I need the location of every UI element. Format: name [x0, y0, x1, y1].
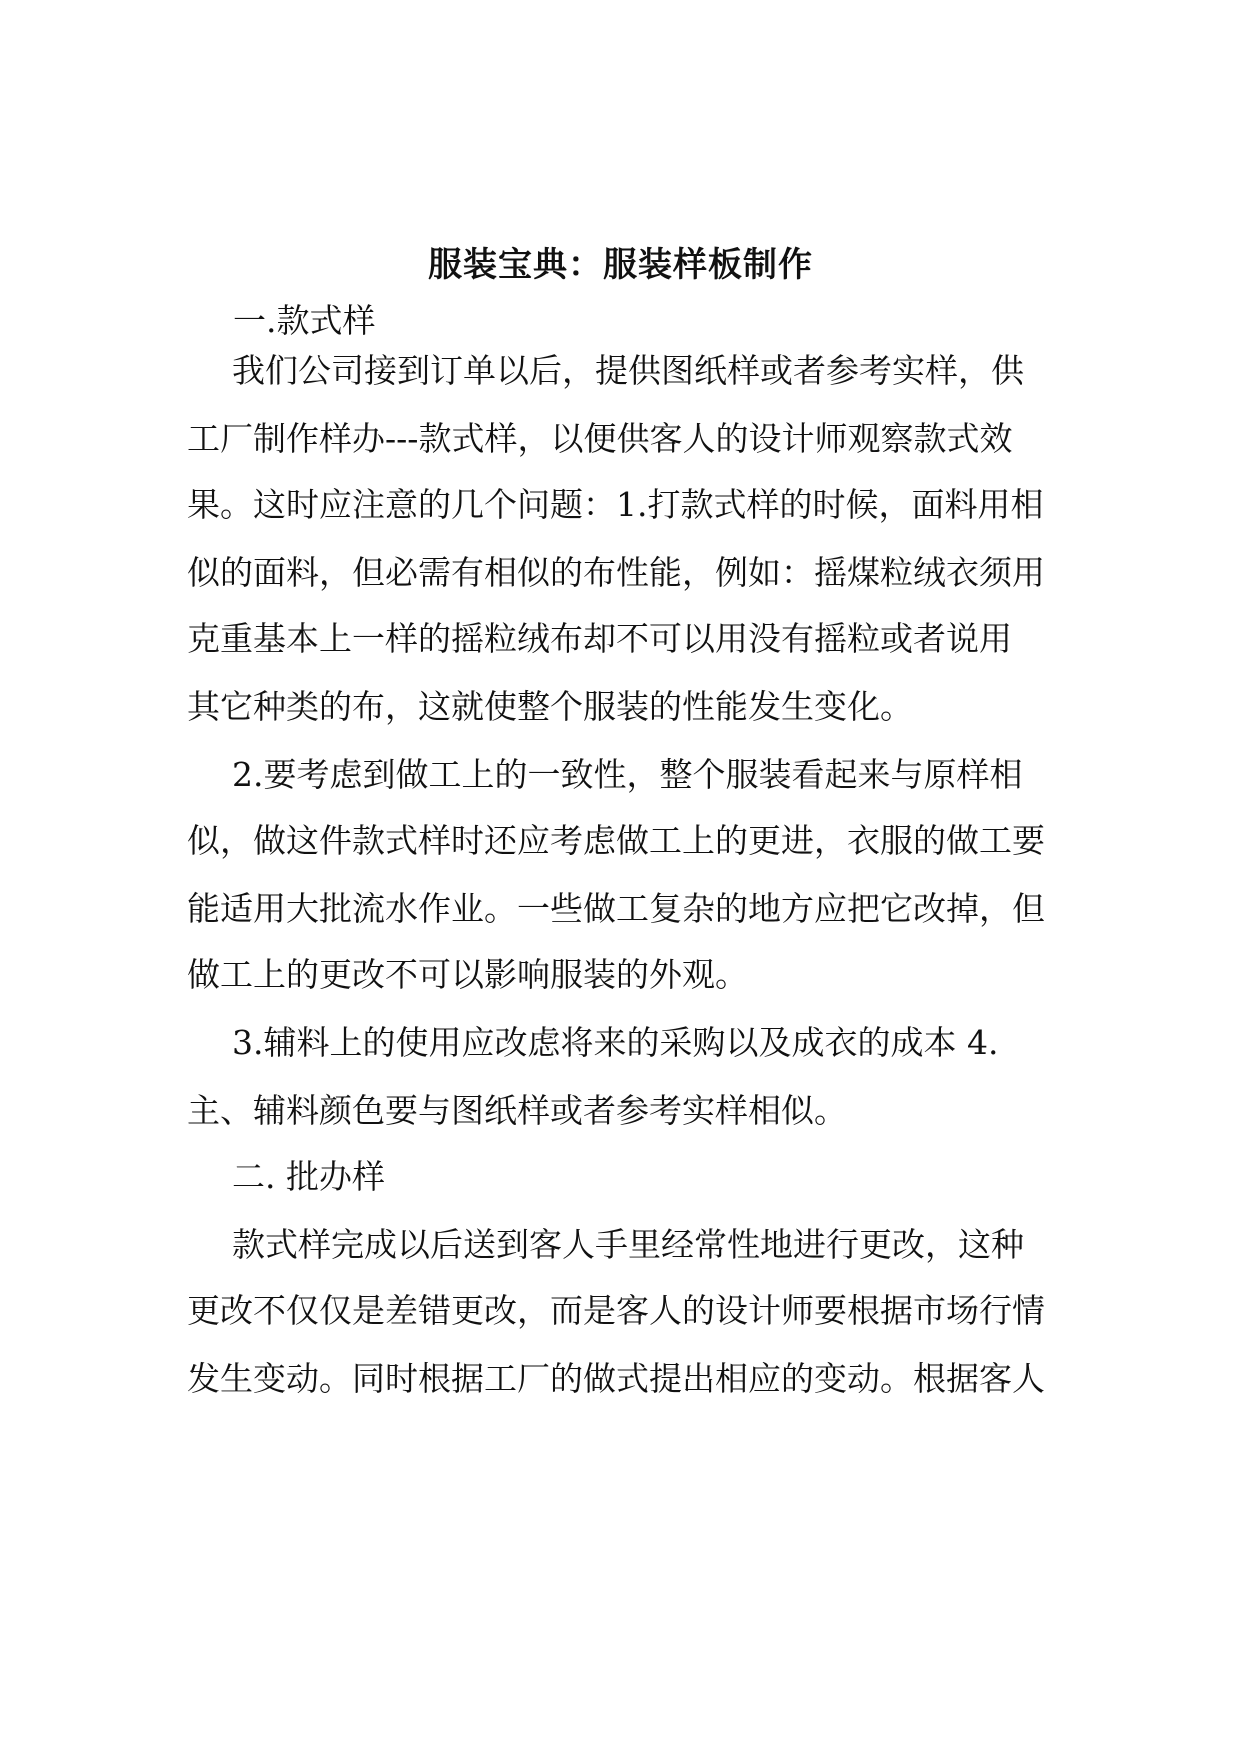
paragraph-line: 能适用大批流水作业。一些做工复杂的地方应把它改掉，但 [187, 889, 1045, 928]
paragraph-line: 工厂制作样办---款式样，以便供客人的设计师观察款式效 [187, 419, 1013, 458]
paragraph-line: 主、辅料颜色要与图纸样或者参考实样相似。 [187, 1091, 847, 1130]
paragraph-line: 款式样完成以后送到客人手里经常性地进行更改，这种 [232, 1225, 1024, 1264]
paragraph-line: 做工上的更改不可以影响服装的外观。 [187, 955, 748, 994]
paragraph-line: 克重基本上一样的摇粒绒布却不可以用没有摇粒或者说用 [187, 619, 1012, 658]
paragraph-line: 我们公司接到订单以后，提供图纸样或者参考实样，供 [232, 351, 1024, 390]
paragraph-line: 更改不仅仅是差错更改，而是客人的设计师要根据市场行情 [187, 1291, 1045, 1330]
section-heading-style-sample: 一.款式样 [233, 301, 376, 340]
paragraph-line: 似，做这件款式样时还应考虑做工上的更进，衣服的做工要 [187, 821, 1045, 860]
paragraph-line: 2.要考虑到做工上的一致性，整个服装看起来与原样相 [232, 755, 1023, 794]
paragraph-line: 其它种类的布，这就使整个服装的性能发生变化。 [187, 687, 913, 726]
paragraph-line: 3.辅料上的使用应改虑将来的采购以及成衣的成本 4. [232, 1023, 999, 1062]
section-heading-batch-sample: 二. 批办样 [232, 1157, 385, 1196]
paragraph-line: 似的面料，但必需有相似的布性能，例如：摇煤粒绒衣须用 [187, 553, 1045, 592]
document-title: 服装宝典：服装样板制作 [428, 245, 813, 285]
paragraph-line: 果。这时应注意的几个问题：1.打款式样的时候，面料用相 [187, 485, 1044, 524]
paragraph-line: 发生变动。同时根据工厂的做式提出相应的变动。根据客人 [187, 1359, 1045, 1398]
